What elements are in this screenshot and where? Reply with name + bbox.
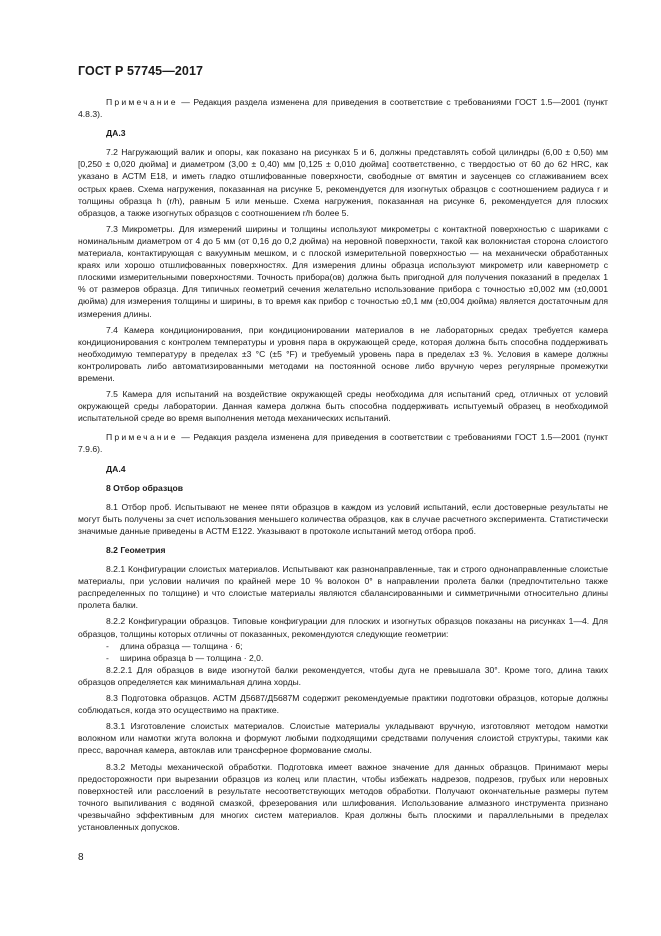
paragraph-7-3: 7.3 Микрометры. Для измерений ширины и толщины используют микрометры с контактной поверхностью с шариками с номинальным диаметром от 4 до 5 мм (от 0,16 до 0,2 дюйма) на неровной поверхности, такой как волокнистая сторона слоистого материала, контактирующая с вакуумным мешком, и с плоской измерительной поверхностью — на механически обработанных краях или хорошо отшлифованных поверхностях. Для измерения длины образца используют микрометр или кавернометр с плоскими измерительными поверхностями. Точность прибора(ов) должна быть пригодной для получения показаний в пределах 1 % от размеров образца. Для типичных геометрий сечения желательно использование прибора с точностью ±0,002 мм (±0,0001 дюйма) для измерения толщины и ширины, в то время как прибор с точностью ±0,1 мм (±0,004 дюйма) является достаточным для измерения длины. (78, 223, 608, 319)
list-item-text: длина образца — толщина · 6; (120, 640, 243, 651)
list-dash: - (106, 652, 109, 663)
paragraph-7-2: 7.2 Нагружающий валик и опоры, как показано на рисунках 5 и 6, должны представлять собой цилиндры (6,00 ± 0,50) мм [0,250 ± 0,020 дюйма] и диаметром (3,00 ± 0,40) мм [0,125 ± 0,010 дюйма] соответственно, с твердостью от 60 до 62 HRC, как указано в АСТМ Е18, и иметь гладко отшлифованные поверхности, свободные от вмятин и заусенцев со сглаживанием всех острых краев. Схема нагружения, показанная на рисунке 5, рекомендуется для изогнутых образцов с соотношением радиуса r и толщины образца h (r/h), равным 5 или меньше. Схема нагружения, показанная на рисунке 6, рекомендуется для плоских образцов, а также изогнутых образцов с соотношением r/h более 5. (78, 147, 608, 218)
paragraph-8-3-1: 8.3.1 Изготовление слоистых материалов. Слоистые материалы укладывают вручную, изготовляют методом намотки волокном или намотки жгута волокна и формуют любыми подходящими средствами получения слоистой структуры, такими как пресс, варочная камера, автоклав или трансферное формование смолы. (78, 721, 608, 756)
paragraph-8-2-2-1: 8.2.2.1 Для образцов в виде изогнутой балки рекомендуется, чтобы дуга не превышала 30°. Кроме того, длина таких образцов определяется как минимальная длина хорды. (78, 664, 608, 687)
subsection-heading: 8.2 Геометрия (106, 545, 166, 555)
paragraph-7-4: 7.4 Камера кондиционирования, при кондиционировании материалов в не лабораторных средах требуется камера кондиционирования с контролем температуры и уровня пара в окружающей среде, которая должна быть способна поддерживать необходимую температуру в пределах ±3 °С (±5 °F) и требуемый уровень пара в пределах ±3 %. Условия в камере должны контролировать либо автоматизированными методами на постоянной основе либо вручную через регулярные промежутки времени. (78, 324, 608, 383)
section-heading: 8 Отбор образцов (106, 482, 184, 493)
annex-subsection-heading: ДА.3 (106, 128, 126, 139)
list-item (78, 652, 608, 664)
paragraph-8-3-2: 8.3.2 Методы механической обработки. Подготовка имеет важное значение для данных образцов. Принимают меры предосторожности при вырезании образцов из колец или пластин, чтобы избежать надрезов, подрезов, грубых или неровных поверхностей или расслоений в результате несоответствующих методов обработки. Получают окончательные размеры путем точного выпиливания с водяной смазкой, фрезерования или шлифования. Использование алмазного инструмента признано чрезвычайно эффективным для многих систем материалов. Края должны быть плоскими и параллельными в пределах установленных допусков. (78, 761, 608, 832)
note-paragraph (78, 96, 608, 120)
note-text: — Редакция раздела изменена для приведения в соответствие с требованиями ГОСТ 1.5—2001 (пункт 4.8.3). (78, 97, 608, 120)
note-label: Примечание (106, 432, 178, 443)
list-item-text: ширина образца b — толщина · 2,0. (120, 652, 264, 663)
document-body (78, 96, 608, 833)
note-text: — Редакция раздела изменена для приведения в соответствии с требованиями ГОСТ 1.5—2001 (пункт 7.9.6). (78, 432, 609, 455)
list-item (78, 640, 608, 652)
paragraph-8-2-2: 8.2.2 Конфигурации образцов. Типовые конфигурации для плоских и изогнутых образцов показаны на рисунках 1—4. Для образцов, толщины которых отличны от показанных, рекомендуются следующие геометрии: (78, 616, 608, 639)
note-paragraph (78, 431, 608, 455)
page-number: 8 (78, 852, 84, 863)
note-label: Примечание (106, 97, 178, 107)
list-dash: - (106, 640, 109, 651)
paragraph-8-1: 8.1 Отбор проб. Испытывают не менее пяти образцов в каждом из условий испытаний, если достоверные результаты не могут быть получены за счет использования меньшего количества образцов, как в случае расчетного эксперимента. Статистически значимые данные приведены в АСТМ Е122. Указывают в протоколе испытаний метод отбора проб. (78, 501, 608, 536)
page-header-standard-number: ГОСТ Р 57745—2017 (78, 64, 204, 78)
paragraph-7-5: 7.5 Камера для испытаний на воздействие окружающей среды необходима для испытаний сред, отличных от условий окружающей среды лаборатории. Данная камера должна быть способна поддерживать испытуемый образец в необходимой испытательной среде во время выполнения метода механических испытаний. (78, 389, 608, 424)
paragraph-8-3: 8.3 Подготовка образцов. АСТМ Д5687/Д5687М содержит рекомендуемые практики подготовки образцов, которые должны соблюдаться, когда это осуществимо на практике. (78, 693, 608, 716)
paragraph-8-2-1: 8.2.1 Конфигурации слоистых материалов. Испытывают как разнонаправленные, так и строго однонаправленные слоистые материалы, при условии наличия по крайней мере 10 % волокон 0° в направлении пролета балки (предпочтительно также распределенных по толщине) и что слоистые материалы являются сбалансированными и симметричными относительно длины пролета балки. (78, 564, 608, 611)
annex-subsection-heading: ДА.4 (106, 463, 126, 474)
